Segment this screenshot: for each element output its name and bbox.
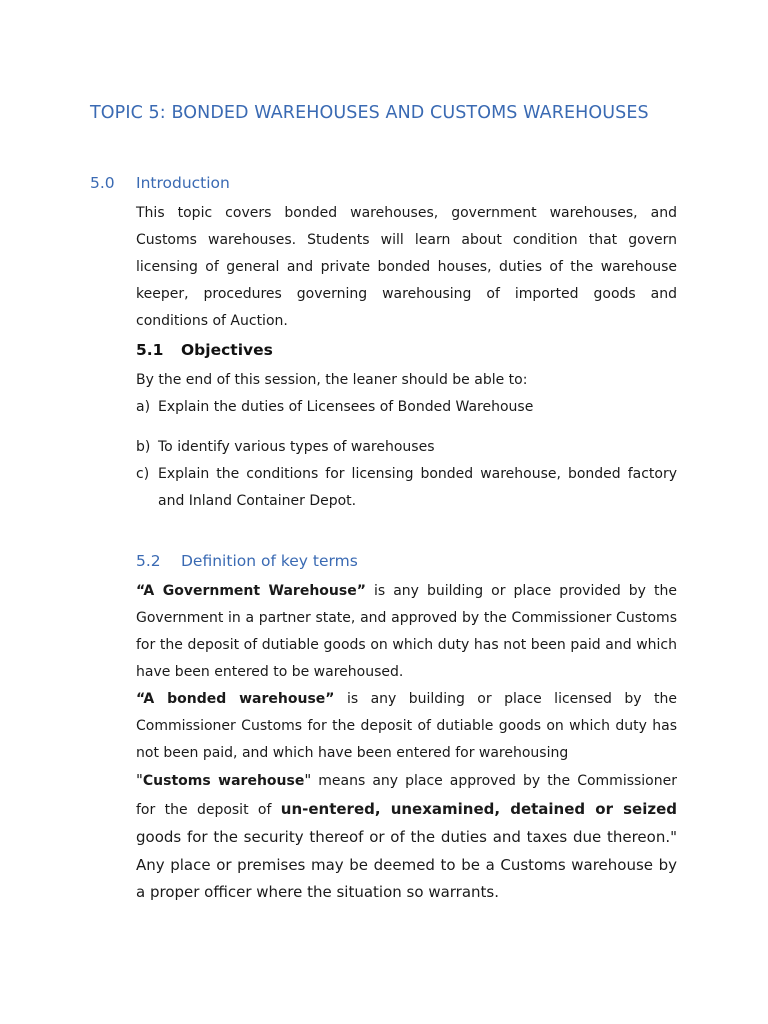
definition-text: goods for the security thereof or of the duties and taxes due thereon." Any place or premises may be deemed to be a Customs warehouse by a proper officer where the situation so warrants. (136, 828, 677, 901)
list-marker: a) (136, 399, 151, 415)
emphasis-text: un-entered, unexamined, detained or seized (280, 799, 677, 818)
intro-paragraph: This topic covers bonded warehouses, government warehouses, and Customs warehouses. Students will learn about condition that govern licensing of general and private bonded houses, duties of the warehouse keeper, procedures governing warehousing of imported goods and conditions of Auction. (136, 205, 677, 329)
list-item-text: Explain the conditions for licensing bonded warehouse, bonded factory and Inland Container Depot. (158, 466, 677, 509)
defined-term: Customs warehouse (142, 773, 305, 789)
objectives-title: Objectives (181, 341, 273, 359)
definition-text: is any building or place provided by the Government in a partner state, and approved by the Commissioner Customs for the deposit of dutiable goods on which duty has not been paid and which have been entered to be warehoused. (136, 583, 677, 680)
list-item-text: To identify various types of warehouses (158, 439, 435, 455)
objectives-number: 5.1 (136, 341, 164, 359)
list-item-text: Explain the duties of Licensees of Bonded Warehouse (158, 399, 534, 415)
objectives-heading (136, 341, 273, 359)
topic-title: TOPIC 5: BONDED WAREHOUSES AND CUSTOMS WAREHOUSES (90, 103, 649, 123)
definition-text: is any building or place licensed by the Commissioner Customs for the deposit of dutiable goods on which duty has not been paid, and which have been entered for warehousing (136, 691, 677, 761)
objective-item-c (136, 461, 677, 515)
quote-mark: " (136, 771, 143, 789)
defined-term: “A Government Warehouse” (136, 583, 366, 599)
objective-item-a (136, 394, 677, 421)
customs-warehouse-definition (136, 767, 677, 907)
bonded-warehouse-definition (136, 686, 677, 767)
objective-item-b (136, 434, 677, 461)
list-marker: c) (136, 466, 150, 482)
intro-heading (90, 174, 230, 192)
quote-mark: " (304, 771, 312, 789)
objectives-lead: By the end of this session, the leaner should be able to: (136, 372, 528, 388)
definition-text: means any place approved by the Commissioner for the deposit of (136, 773, 677, 818)
government-warehouse-definition (136, 578, 677, 686)
list-marker: b) (136, 439, 151, 455)
defined-term: “A bonded warehouse” (136, 691, 335, 707)
intro-title: Introduction (136, 174, 230, 192)
definitions-title: Definition of key terms (181, 552, 358, 570)
intro-number: 5.0 (90, 174, 115, 192)
definitions-heading (136, 552, 358, 570)
definitions-number: 5.2 (136, 552, 161, 570)
